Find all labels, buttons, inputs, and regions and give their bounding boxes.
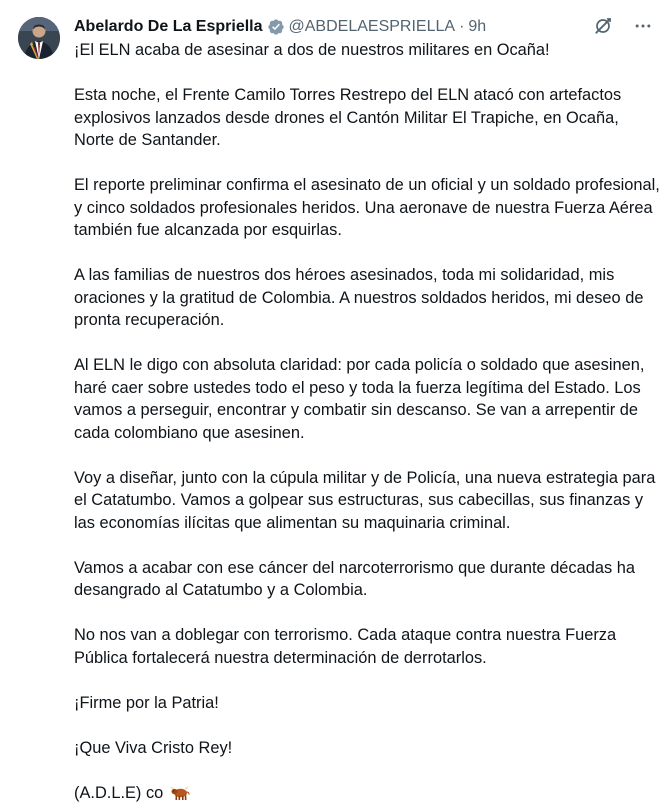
- tweet-paragraph: Voy a diseñar, junto con la cúpula militar y de Policía, una nueva estrategia para el Catatumbo. Vamos a golpear sus estructuras, sus cabecillas, sus finanzas y las economías ilícitas que alimentan su maquinaria criminal.: [74, 468, 656, 532]
- tweet-paragraph: Al ELN le digo con absoluta claridad: por cada policía o soldado que asesinen, haré caer sobre ustedes todo el peso y toda la fuerza legítima del Estado. Los vamos a perseguir, encontrar y combatir sin descanso. Se van a arrepentir de cada colombiano que asesinen.: [74, 356, 645, 442]
- tweet-body: [74, 39, 660, 804]
- tweet-paragraph: Esta noche, el Frente Camilo Torres Restrepo del ELN atacó con artefactos explosivos lanzados desde drones el Cantón Militar El Trapiche, en Ocaña, Norte de Santander.: [74, 86, 622, 149]
- author-display-name[interactable]: Abelardo De La Espriella: [74, 18, 263, 35]
- tweet-paragraph: Vamos a acabar con ese cáncer del narcoterrorismo que durante décadas ha desangrado al Catatumbo y a Colombia.: [74, 558, 635, 599]
- grok-icon[interactable]: [592, 15, 614, 37]
- tweet-paragraph: ¡Firme por la Patria!: [74, 693, 219, 712]
- verified-badge-icon: [267, 18, 285, 36]
- post-time[interactable]: 9h: [468, 18, 487, 35]
- tweet-paragraph: No nos van a doblegar con terrorismo. Cada ataque contra nuestra Fuerza Pública fortalecerá nuestra determinación de derrotarlos.: [74, 626, 617, 667]
- avatar[interactable]: [18, 17, 60, 59]
- more-options-icon[interactable]: [632, 15, 654, 37]
- tweet-paragraph: ¡Que Viva Cristo Rey!: [74, 738, 233, 757]
- tweet-signature-line: [74, 782, 660, 805]
- author-handle[interactable]: @ABDELAESPRIELLA: [288, 18, 456, 35]
- tweet-header: [74, 15, 486, 39]
- tweet-paragraph: ¡El ELN acaba de asesinar a dos de nuestros militares en Ocaña!: [74, 41, 550, 59]
- separator-dot: ·: [459, 18, 465, 35]
- bull-emoji-icon: [170, 783, 190, 801]
- tweet-paragraph: A las familias de nuestros dos héroes asesinados, toda mi solidaridad, mis oraciones y la gratitud de Colombia. A nuestros soldados heridos, mi deseo de pronta recuperación.: [74, 266, 644, 329]
- tweet-paragraph: El reporte preliminar confirma el asesinato de un oficial y un soldado profesional, y cinco soldados profesionales heridos. Una aeronave de nuestra Fuerza Aérea también fue alcanzada por esquirlas.: [74, 176, 660, 239]
- tweet-actions: [592, 15, 654, 37]
- avatar-image: [18, 17, 60, 59]
- tweet-signature: (A.D.L.E) co: [74, 783, 164, 802]
